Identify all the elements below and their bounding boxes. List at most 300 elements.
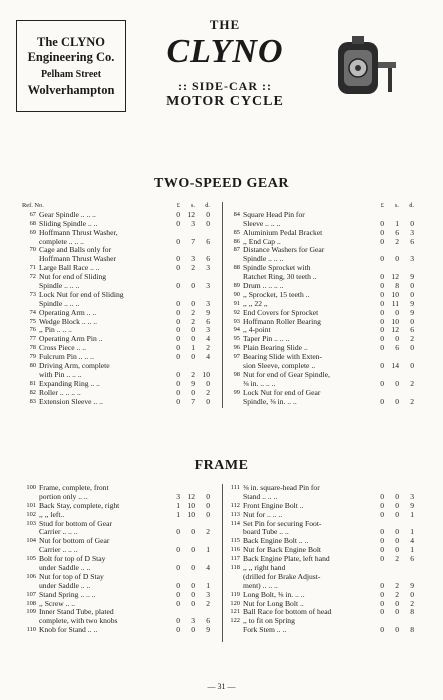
price-pounds: 0 [380, 554, 384, 564]
part-description: ⅜ in. .. .. .. [243, 379, 276, 388]
part-description: Frame, complete, front [39, 484, 109, 492]
price-pence: 6 [410, 554, 414, 564]
price-pence: 0 [206, 209, 210, 219]
section-title-frame: FRAME [194, 458, 249, 473]
part-description: Spindle .. .. .. [243, 255, 284, 264]
price-shillings: 0 [395, 509, 399, 519]
price-pence: 2 [206, 527, 210, 537]
price-pence: 0 [410, 281, 414, 291]
part-ref-number: 69 [29, 228, 36, 236]
part-ref-number: 111 [230, 484, 240, 491]
part-row [226, 591, 422, 600]
part-description: Nut for Back Engine Bolt [243, 546, 322, 555]
part-row [22, 371, 218, 380]
price-pounds: 0 [176, 378, 180, 388]
price-pounds: 0 [176, 298, 180, 308]
price-shillings: 0 [395, 527, 399, 537]
company-name-line1: The CLYNO [37, 35, 105, 49]
part-ref-number: 120 [230, 599, 240, 607]
price-shillings: 12 [187, 491, 195, 501]
price-pounds: 0 [380, 227, 384, 237]
price-pence: 1 [206, 545, 210, 555]
shillings-header: s. [190, 202, 195, 209]
price-shillings: 6 [395, 343, 399, 353]
price-pence: 3 [410, 227, 414, 237]
part-description: Driving Arm, complete [39, 362, 110, 371]
part-ref-number: 71 [29, 264, 36, 272]
price-pence: 0 [410, 218, 414, 228]
price-pounds: 0 [380, 589, 384, 599]
part-description: Stand .. .. .. [243, 492, 278, 501]
part-ref-number: 67 [29, 210, 36, 218]
part-ref-number: 114 [230, 519, 240, 527]
price-pounds: 0 [380, 500, 384, 510]
price-shillings: 12 [187, 209, 195, 219]
part-description: Stand Spring .. .. .. [39, 590, 96, 599]
part-ref-number: 94 [233, 326, 240, 334]
part-description: Lock Nut for end of Sliding [39, 290, 124, 299]
price-pence: 3 [206, 589, 210, 599]
part-row [22, 582, 218, 591]
price-pence: 0 [206, 500, 210, 510]
part-ref-number: 118 [230, 564, 240, 572]
part-ref-number: 81 [29, 379, 36, 387]
price-pounds: 0 [380, 607, 384, 617]
part-ref-number: 88 [233, 264, 240, 272]
price-pounds: 0 [176, 396, 180, 406]
price-pounds: 0 [380, 289, 384, 299]
price-shillings: 0 [191, 298, 195, 308]
price-pence: 0 [410, 343, 414, 353]
parts-list [22, 484, 218, 635]
part-row [22, 238, 218, 247]
section-title-two-speed-gear: TWO-SPEED GEAR [154, 176, 289, 191]
part-ref-number: 103 [26, 519, 36, 527]
part-description: Lock Nut for end of Gear [243, 388, 321, 397]
price-shillings: 2 [191, 263, 195, 273]
price-pence: 0 [206, 396, 210, 406]
part-description: Fork Stem .. .. [243, 626, 287, 635]
part-row [22, 211, 218, 220]
part-description: sion Sleeve, complete .. [243, 362, 316, 371]
part-description: Front Engine Bolt .. [243, 501, 304, 510]
company-street: Pelham Street [40, 69, 102, 80]
price-shillings: 6 [395, 227, 399, 237]
price-pounds: 0 [176, 343, 180, 353]
part-description: Spindle, ⅜ in. .. .. [243, 397, 297, 406]
part-ref-number: 119 [230, 590, 240, 598]
price-pence: 2 [206, 343, 210, 353]
part-ref-number: 100 [26, 484, 36, 491]
part-row [226, 380, 422, 389]
part-row [226, 220, 422, 229]
part-description: Inner Stand Tube, plated [39, 608, 114, 617]
part-row [22, 255, 218, 264]
price-pence: 2 [410, 334, 414, 344]
pence-header: d. [409, 202, 414, 209]
part-ref-number: 109 [26, 608, 36, 616]
part-row [22, 353, 218, 362]
part-description: Bearing Slide with Exten- [243, 353, 323, 362]
price-shillings: 0 [395, 607, 399, 617]
part-description: Back Stay, complete, right [39, 501, 120, 510]
brand-block [150, 18, 300, 110]
part-description: Gear Spindle .. .. .. [39, 210, 96, 219]
price-shillings: 0 [191, 352, 195, 362]
price-pounds: 0 [176, 209, 180, 219]
part-description: ,, Pin .. .. .. [39, 326, 72, 335]
part-description: ⅜ in. square-head Pin for [243, 484, 320, 492]
price-pounds: 0 [380, 625, 384, 635]
part-description: ,, ,, 22 ,, [243, 299, 268, 308]
price-pounds: 0 [380, 307, 384, 317]
part-description: Spindle .. .. .. [39, 282, 80, 291]
part-row [22, 520, 218, 529]
part-description: Nut for .. .. .. [243, 510, 283, 519]
price-pounds: 0 [176, 598, 180, 608]
price-pence: 0 [410, 289, 414, 299]
part-row [226, 229, 422, 238]
part-description: Nut for top of D Stay [39, 572, 104, 581]
part-description: ,, 4-point [243, 326, 271, 335]
price-pounds: 0 [176, 527, 180, 537]
part-row [226, 537, 422, 546]
price-pence: 2 [410, 396, 414, 406]
price-shillings: 0 [395, 334, 399, 344]
price-shillings: 3 [191, 616, 195, 626]
price-pounds: 0 [176, 325, 180, 335]
part-ref-number: 70 [29, 246, 36, 254]
price-pence: 8 [410, 607, 414, 617]
brand-the: THE [209, 17, 241, 32]
part-ref-number: 72 [29, 273, 36, 281]
part-ref-number: 121 [230, 608, 240, 616]
part-description: Nut for Long Bolt .. [243, 599, 304, 608]
price-shillings: 10 [187, 500, 195, 510]
price-pence: 2 [410, 598, 414, 608]
price-pounds: 0 [380, 236, 384, 246]
price-pounds: 0 [380, 325, 384, 335]
part-ref-number: 80 [29, 362, 36, 370]
part-description: complete, with two knobs [39, 617, 118, 626]
part-description: Ratchet Ring, 30 teeth .. [243, 273, 317, 282]
part-row [22, 362, 218, 371]
part-ref-number: 73 [29, 290, 36, 298]
part-row [22, 591, 218, 600]
price-pence: 9 [410, 298, 414, 308]
price-pounds: 0 [380, 580, 384, 590]
price-pence: 9 [410, 272, 414, 282]
price-pence: 9 [410, 580, 414, 590]
brand-subtitle: :: SIDE-CAR :: [178, 79, 272, 93]
part-ref-number: 122 [230, 617, 240, 625]
part-ref-number: 86 [233, 237, 240, 245]
part-description: Wedge Block .. .. .. [39, 317, 98, 326]
part-ref-number: 75 [29, 317, 36, 325]
brand-product: MOTOR CYCLE [166, 94, 284, 109]
part-row [226, 573, 422, 582]
price-pounds: 0 [380, 281, 384, 291]
price-shillings: 7 [191, 396, 195, 406]
price-shillings: 8 [395, 281, 399, 291]
part-row [22, 326, 218, 335]
price-pence: 0 [206, 491, 210, 501]
part-description: Taper Pin .. .. .. [243, 335, 290, 344]
price-pounds: 0 [380, 509, 384, 519]
part-ref-number: 104 [26, 537, 36, 545]
part-ref-number: 92 [233, 308, 240, 316]
price-pounds: 0 [176, 369, 180, 379]
price-shillings: 0 [191, 387, 195, 397]
part-description: Knob for Stand .. .. [39, 626, 98, 635]
price-pence: 0 [206, 509, 210, 519]
part-description: ,, Screw .. .. [39, 599, 76, 608]
part-row [22, 335, 218, 344]
price-shillings: 14 [391, 361, 399, 371]
price-pounds: 0 [380, 527, 384, 537]
price-pounds: 0 [176, 263, 180, 273]
part-row [226, 246, 422, 255]
price-pounds: 0 [380, 536, 384, 546]
price-shillings: 0 [191, 580, 195, 590]
part-row [226, 520, 422, 529]
price-shillings: 2 [395, 580, 399, 590]
price-pence: 0 [206, 218, 210, 228]
part-ref-number: 116 [230, 546, 240, 554]
part-ref-number: 98 [233, 370, 240, 378]
part-description: Carrier .. .. .. [39, 546, 78, 555]
part-ref-number: 113 [230, 510, 240, 518]
price-pounds: 0 [176, 316, 180, 326]
price-pounds: 0 [380, 491, 384, 501]
price-pence: 6 [206, 254, 210, 264]
price-pence: 10 [202, 369, 210, 379]
price-pounds: 0 [380, 598, 384, 608]
part-ref-number: 74 [29, 308, 36, 316]
price-pounds: 0 [176, 563, 180, 573]
price-pence: 3 [206, 325, 210, 335]
part-description: Hoffmann Thrust Washer [39, 255, 117, 264]
part-ref-number: 89 [233, 282, 240, 290]
part-description: Roller .. .. .. .. [39, 388, 81, 397]
part-row [22, 389, 218, 398]
price-pounds: 0 [380, 378, 384, 388]
part-ref-number: 96 [233, 344, 240, 352]
price-pounds: 0 [380, 361, 384, 371]
price-pounds: 0 [380, 316, 384, 326]
price-pounds: 3 [176, 491, 180, 501]
part-description: Nut for end of Sliding [39, 273, 107, 282]
part-description: ,, to fit on Spring [243, 617, 295, 626]
part-description: Carrier .. .. .. [39, 528, 78, 537]
part-ref-number: 110 [26, 626, 36, 634]
part-ref-number: 101 [26, 501, 36, 509]
part-row [226, 326, 422, 335]
price-shillings: 0 [191, 281, 195, 291]
part-description: ,, End Cap .. [243, 237, 281, 246]
price-pence: 4 [206, 563, 210, 573]
part-description: Bolt for top of D Stay [39, 555, 106, 564]
part-ref-number: 112 [230, 501, 240, 509]
price-shillings: 10 [391, 316, 399, 326]
part-description: ,, ,, right hand [243, 564, 286, 573]
part-row [226, 617, 422, 626]
price-shillings: 0 [395, 500, 399, 510]
company-address-box [16, 20, 126, 112]
price-pounds: 0 [380, 272, 384, 282]
price-shillings: 0 [395, 598, 399, 608]
part-row [22, 344, 218, 353]
part-description: Cross Piece .. .. [39, 344, 87, 353]
price-shillings: 0 [191, 625, 195, 635]
price-shillings: 3 [191, 218, 195, 228]
part-description: Hoffmann Thrust Washer, [39, 228, 118, 237]
part-row [226, 600, 422, 609]
part-row [226, 335, 422, 344]
part-row [22, 264, 218, 273]
price-shillings: 3 [191, 254, 195, 264]
part-description: under Saddle .. .. [39, 564, 91, 573]
part-description: ,, Sprocket, 15 teeth .. [243, 290, 310, 299]
part-row [226, 389, 422, 398]
part-description: board Tube .. .. [243, 528, 289, 537]
price-pence: 9 [206, 307, 210, 317]
part-description: Sliding Spindle .. .. [39, 219, 98, 228]
part-description: complete .. .. .. [39, 237, 84, 246]
frame-left-column [22, 484, 218, 635]
gear-top-shape [352, 36, 364, 44]
price-shillings: 0 [191, 545, 195, 555]
price-pounds: 0 [176, 334, 180, 344]
part-row [22, 318, 218, 327]
part-row [226, 626, 422, 635]
price-shillings: 12 [391, 325, 399, 335]
part-ref-number: 77 [29, 335, 36, 343]
price-pence: 0 [410, 316, 414, 326]
price-shillings: 0 [395, 536, 399, 546]
price-pence: 1 [206, 580, 210, 590]
part-row [226, 564, 422, 573]
price-shillings: 10 [391, 289, 399, 299]
part-row [226, 362, 422, 371]
price-pence: 9 [410, 307, 414, 317]
price-shillings: 0 [395, 396, 399, 406]
part-description: Extension Sleeve .. .. [39, 397, 103, 406]
part-row [22, 600, 218, 609]
price-shillings: 0 [395, 307, 399, 317]
column-divider [222, 484, 223, 642]
price-pence: 3 [206, 263, 210, 273]
price-shillings: 2 [191, 316, 195, 326]
part-description: Operating Arm .. .. [39, 308, 97, 317]
part-row [22, 564, 218, 573]
price-pounds: 0 [380, 334, 384, 344]
part-row [22, 291, 218, 300]
part-row [226, 398, 422, 407]
part-row [226, 582, 422, 591]
part-row [22, 528, 218, 537]
price-pence: 2 [206, 387, 210, 397]
price-pence: 4 [410, 536, 414, 546]
price-shillings: 0 [191, 598, 195, 608]
price-pounds: 0 [176, 387, 180, 397]
price-pence: 6 [206, 316, 210, 326]
price-pence: 4 [206, 334, 210, 344]
gear-cap-center [355, 65, 361, 71]
part-row [226, 273, 422, 282]
part-row [226, 493, 422, 502]
part-ref-number: 106 [26, 572, 36, 580]
price-shillings: 2 [191, 307, 195, 317]
part-row [226, 484, 422, 493]
price-pounds: 0 [176, 545, 180, 555]
part-row [22, 398, 218, 407]
gear-unit-illustration [328, 30, 408, 110]
price-shillings: 0 [191, 527, 195, 537]
part-description: under Saddle .. .. [39, 581, 91, 590]
part-ref-number: 102 [26, 510, 36, 518]
part-description: with Pin .. .. .. [39, 370, 82, 379]
price-shillings: 9 [191, 378, 195, 388]
price-shillings: 10 [187, 509, 195, 519]
part-description: Back Engine Bolt .. .. [243, 537, 309, 546]
part-row [22, 573, 218, 582]
part-row [226, 608, 422, 617]
part-ref-number: 68 [29, 219, 36, 227]
part-description: ment) .. .. .. [243, 581, 278, 590]
part-ref-number: 97 [233, 353, 240, 361]
parts-list [226, 211, 422, 407]
price-pounds: 0 [380, 254, 384, 264]
price-shillings: 0 [395, 625, 399, 635]
part-row [226, 546, 422, 555]
part-row [226, 502, 422, 511]
price-pence: 4 [206, 352, 210, 362]
part-row [226, 344, 422, 353]
price-pounds: 0 [176, 254, 180, 264]
part-description: Square Head Pin for [243, 210, 305, 219]
part-row [226, 255, 422, 264]
frame-right-column [226, 484, 422, 635]
part-ref-number: 90 [233, 290, 240, 298]
part-row [22, 380, 218, 389]
part-description: Set Pin for securing Foot- [243, 519, 322, 528]
part-description: portion only .. .. [39, 492, 88, 501]
pence-header: d. [205, 202, 210, 209]
price-pence: 2 [206, 598, 210, 608]
price-pounds: 1 [176, 500, 180, 510]
price-shillings: 2 [395, 236, 399, 246]
shillings-header: s. [394, 202, 399, 209]
clyno-logo: CLYNO [166, 33, 284, 70]
part-row [226, 211, 422, 220]
two-speed-gear-left-column [22, 202, 218, 406]
price-pounds: 0 [176, 616, 180, 626]
price-shillings: 12 [391, 272, 399, 282]
part-ref-number: 76 [29, 326, 36, 334]
price-shillings: 2 [395, 554, 399, 564]
price-pence: 2 [410, 378, 414, 388]
part-description: Operating Arm Pin .. [39, 335, 103, 344]
part-ref-number: 95 [233, 335, 240, 343]
price-pence: 8 [410, 625, 414, 635]
part-row [22, 511, 218, 520]
price-shillings: 0 [395, 491, 399, 501]
part-description: Long Bolt, ⅜ in. .. .. [243, 590, 305, 599]
price-pence: 1 [410, 527, 414, 537]
price-shillings: 0 [191, 334, 195, 344]
part-description: Fulcrum Pin .. .. .. [39, 353, 94, 362]
